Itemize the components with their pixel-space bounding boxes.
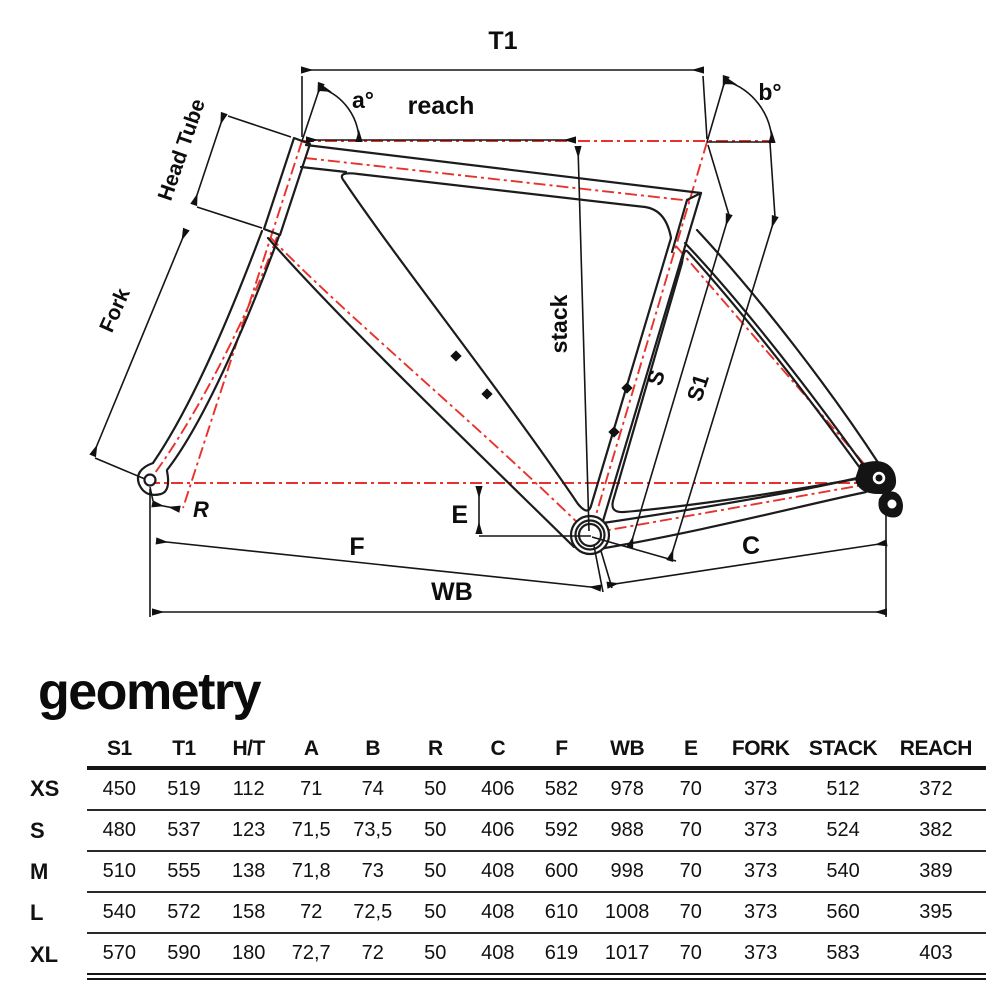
table-cell: 73 xyxy=(341,851,404,892)
label-angle-b: b° xyxy=(758,79,782,105)
column-header: F xyxy=(529,732,594,768)
table-cell: 978 xyxy=(594,768,661,810)
table-cell: 406 xyxy=(467,768,530,810)
front-axle xyxy=(145,475,156,486)
table-cell: 50 xyxy=(404,810,467,851)
down-tube-lower-edge xyxy=(268,238,574,547)
table-cell: 373 xyxy=(721,851,800,892)
table-cell: 71,5 xyxy=(281,810,341,851)
seat-tube-right-edge xyxy=(597,193,701,541)
row-label: XS xyxy=(30,776,60,801)
table-cell: 72,7 xyxy=(281,933,341,977)
table-cell: 70 xyxy=(661,810,721,851)
boss-icon xyxy=(621,382,632,393)
column-header: B xyxy=(341,732,404,768)
table-cell: 123 xyxy=(216,810,281,851)
top-tube-axis xyxy=(305,158,692,201)
table-cell: 480 xyxy=(87,810,152,851)
label-fork: Fork xyxy=(95,284,135,336)
corner-cell xyxy=(14,732,87,768)
top-tube-lower-edge xyxy=(301,167,346,172)
table-cell: 72,5 xyxy=(341,892,404,933)
column-header: C xyxy=(467,732,530,768)
label-head-tube: Head Tube xyxy=(153,96,210,204)
table-cell: 372 xyxy=(886,768,986,810)
column-header: E xyxy=(661,732,721,768)
table-header-row xyxy=(14,732,986,768)
table-cell: 71,8 xyxy=(281,851,341,892)
table-cell: 50 xyxy=(404,768,467,810)
table-cell: 73,5 xyxy=(341,810,404,851)
top-tube-upper-edge xyxy=(306,145,701,193)
table-cell: 540 xyxy=(87,892,152,933)
table-cell: 395 xyxy=(886,892,986,933)
table-cell: 555 xyxy=(152,851,217,892)
table-cell: 70 xyxy=(661,768,721,810)
table-cell: 583 xyxy=(800,933,886,977)
table-cell: 408 xyxy=(467,892,530,933)
table-cell: 373 xyxy=(721,933,800,977)
table-cell: 512 xyxy=(800,768,886,810)
boss-icon xyxy=(450,350,461,361)
column-header: REACH xyxy=(886,732,986,768)
table-cell: 74 xyxy=(341,768,404,810)
label-s1: S1 xyxy=(681,371,714,405)
table-cell: 998 xyxy=(594,851,661,892)
label-c: C xyxy=(741,532,761,560)
column-header: WB xyxy=(594,732,661,768)
table-cell: 408 xyxy=(467,851,530,892)
table-row xyxy=(14,933,986,977)
fork-blade-outer xyxy=(153,231,262,463)
table-cell: 71 xyxy=(281,768,341,810)
table-row xyxy=(14,892,986,933)
table-cell: 50 xyxy=(404,851,467,892)
geometry-table xyxy=(14,732,986,980)
label-s: S xyxy=(641,366,671,389)
dim-rake xyxy=(153,504,179,509)
dim-stack xyxy=(578,147,589,531)
label-reach: reach xyxy=(407,92,475,120)
table-cell: 1008 xyxy=(594,892,661,933)
table-cell: 382 xyxy=(886,810,986,851)
boss-icon xyxy=(481,388,492,399)
table-cell: 180 xyxy=(216,933,281,977)
table-cell: 988 xyxy=(594,810,661,851)
label-f: F xyxy=(349,533,365,561)
table-cell: 408 xyxy=(467,933,530,977)
table-cell: 570 xyxy=(87,933,152,977)
table-cell: 50 xyxy=(404,892,467,933)
table-cell: 406 xyxy=(467,810,530,851)
column-header: T1 xyxy=(152,732,217,768)
page-title: geometry xyxy=(38,663,261,721)
table-cell: 138 xyxy=(216,851,281,892)
rear-dropout xyxy=(855,461,903,517)
table-cell: 450 xyxy=(87,768,152,810)
table-row xyxy=(14,851,986,892)
table-row xyxy=(14,810,986,851)
down-tube-axis xyxy=(270,237,586,531)
column-header: FORK xyxy=(721,732,800,768)
table-cell: 50 xyxy=(404,933,467,977)
table-cell: 389 xyxy=(886,851,986,892)
column-header: R xyxy=(404,732,467,768)
label-e: E xyxy=(451,501,468,529)
row-label: M xyxy=(30,858,49,884)
dim-fork xyxy=(93,230,186,455)
dim-angle-b-ray xyxy=(707,77,726,142)
fork-blade-inner xyxy=(167,236,279,470)
frame-outline xyxy=(138,138,879,549)
table-cell: 610 xyxy=(529,892,594,933)
label-r: R xyxy=(193,497,209,522)
dim-angle-a-ray xyxy=(302,84,321,141)
table-cell: 619 xyxy=(529,933,594,977)
label-angle-a: a° xyxy=(352,87,374,113)
column-header: S1 xyxy=(87,732,152,768)
table-cell: 373 xyxy=(721,768,800,810)
seat-stay-upper-edge xyxy=(697,230,879,464)
table-cell: 572 xyxy=(152,892,217,933)
table-cell: 537 xyxy=(152,810,217,851)
column-header: H/T xyxy=(216,732,281,768)
table-cell: 582 xyxy=(529,768,594,810)
table-cell: 592 xyxy=(529,810,594,851)
table-cell: 510 xyxy=(87,851,152,892)
diagram-labels xyxy=(95,27,781,606)
dimension-lines xyxy=(93,70,886,617)
table-cell: 112 xyxy=(216,768,281,810)
table-cell: 600 xyxy=(529,851,594,892)
table-row xyxy=(14,768,986,810)
table-cell: 1017 xyxy=(594,933,661,977)
row-label: XL xyxy=(30,941,59,967)
column-header: STACK xyxy=(800,732,886,768)
dim-front-center xyxy=(157,541,600,588)
table-cell: 158 xyxy=(216,892,281,933)
chainstay-axis xyxy=(592,482,880,533)
table-cell: 72 xyxy=(341,933,404,977)
row-label: S xyxy=(30,817,45,843)
label-stack: stack xyxy=(546,294,572,354)
row-label: L xyxy=(30,899,44,925)
steering-axis xyxy=(183,141,302,508)
table-cell: 373 xyxy=(721,810,800,851)
table-cell: 540 xyxy=(800,851,886,892)
table-cell: 403 xyxy=(886,933,986,977)
bottom-bracket xyxy=(571,516,609,554)
column-header: A xyxy=(281,732,341,768)
label-wb: WB xyxy=(431,578,473,606)
table-cell: 524 xyxy=(800,810,886,851)
table-cell: 560 xyxy=(800,892,886,933)
table-cell: 72 xyxy=(281,892,341,933)
table-cell: 70 xyxy=(661,933,721,977)
table-cell: 590 xyxy=(152,933,217,977)
table-cell: 519 xyxy=(152,768,217,810)
boss-icon xyxy=(608,426,619,437)
table-cell: 70 xyxy=(661,892,721,933)
label-t1: T1 xyxy=(488,27,518,55)
table-cell: 70 xyxy=(661,851,721,892)
chainstay-lower-edge xyxy=(599,492,866,549)
table-cell: 373 xyxy=(721,892,800,933)
